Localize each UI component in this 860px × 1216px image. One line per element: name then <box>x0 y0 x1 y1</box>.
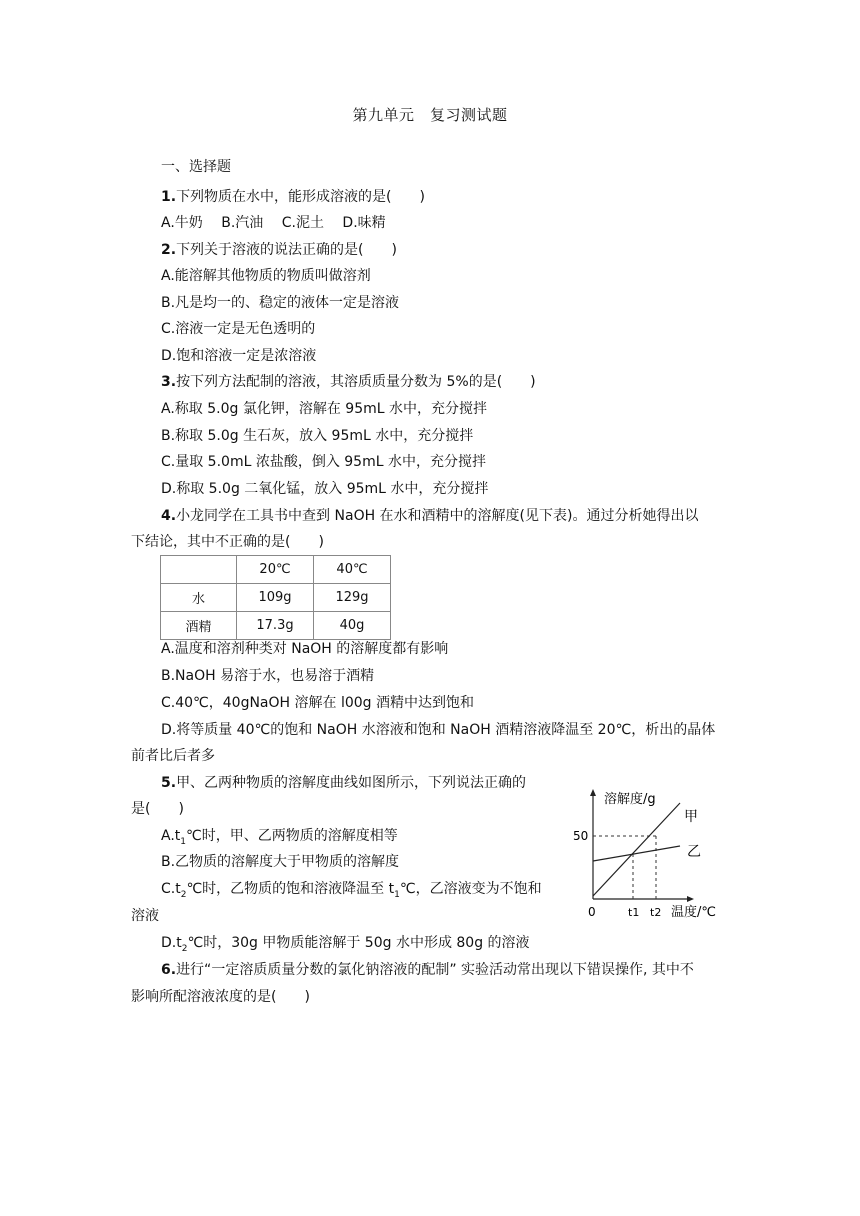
table-row <box>161 584 391 612</box>
q4-option-b: B.NaOH 易溶于水，也易溶于酒精 <box>161 668 375 684</box>
question-1 <box>161 188 425 206</box>
series-label-jia: 甲 <box>684 809 698 825</box>
question-stem: 按下列方法配制的溶液，其溶质质量分数为 5%的是( ) <box>176 374 536 390</box>
table-header-row <box>161 556 391 584</box>
q5-option-a: $A.t_1℃$时，甲、乙两物质的溶解度相等 <box>161 828 398 847</box>
q4-stem-line2: 下结论，其中不正确的是( ) <box>131 534 324 550</box>
q3-option-a: A.称取 5.0g 氯化钾，溶解在 95mL 水中，充分搅拌 <box>161 401 487 417</box>
series-jia-line <box>593 803 680 896</box>
q5-stem-line2: 是( ) <box>131 801 184 817</box>
y-axis-label: 溶解度/g <box>604 792 656 807</box>
table-cell <box>161 556 237 584</box>
question-5 <box>161 774 526 792</box>
question-stem: 下列物质在水中，能形成溶液的是( ) <box>176 189 425 205</box>
table-header-cell: 20℃ <box>237 556 314 584</box>
q5-option-c-line2: 溶液 <box>131 908 159 924</box>
section-heading: 一、选择题 <box>161 159 231 175</box>
x-axis-label: 温度/℃ <box>671 905 716 920</box>
q2-option-b: B.凡是均一的、稳定的液体一定是溶液 <box>161 295 400 311</box>
question-4 <box>161 507 698 525</box>
table-cell: 40g <box>314 612 391 640</box>
q3-option-b: B.称取 5.0g 生石灰，放入 95mL 水中，充分搅拌 <box>161 428 474 444</box>
table-cell: 129g <box>314 584 391 612</box>
q2-option-a: A.能溶解其他物质的物质叫做溶剂 <box>161 268 371 284</box>
question-3 <box>161 373 536 391</box>
question-stem: 进行“一定溶质质量分数的氯化钠溶液的配制” 实验活动常出现以下错误操作, 其中不 <box>176 962 694 978</box>
table-header-cell: 40℃ <box>314 556 391 584</box>
table-cell: 17.3g <box>237 612 314 640</box>
table-cell: 109g <box>237 584 314 612</box>
q4-option-d-line2: 前者比后者多 <box>131 748 215 764</box>
series-yi-line <box>593 846 680 861</box>
table-row <box>161 612 391 640</box>
question-number: 2. <box>161 242 177 258</box>
question-stem: 下列关于溶液的说法正确的是( ) <box>176 242 397 258</box>
q2-option-c: C.溶液一定是无色透明的 <box>161 321 316 337</box>
page-title: 第九单元 复习测试题 <box>352 106 508 124</box>
question-number: 5. <box>161 775 177 791</box>
q5-option-d: $D.t_2℃$时，30g 甲物质能溶解于 50g 水中形成 80g 的溶液 <box>161 935 530 954</box>
question-number: 4. <box>161 508 177 524</box>
x-axis-arrow-icon <box>687 896 694 902</box>
y-axis-arrow-icon <box>590 789 596 796</box>
question-number: 1. <box>161 189 177 205</box>
q3-option-d: D.称取 5.0g 二氧化锰，放入 95mL 水中，充分搅拌 <box>161 481 489 497</box>
q5-option-c: $C.t_2℃$时，乙物质的饱和溶液降温至 $t_1℃$，乙溶液变为不饱和 <box>161 881 542 900</box>
table-cell: 水 <box>161 584 237 612</box>
y-tick-label: 50 <box>573 829 589 843</box>
origin-label: 0 <box>588 905 596 919</box>
x-tick-label: t2 <box>650 906 662 919</box>
q2-option-d: D.饱和溶液一定是浓溶液 <box>161 348 317 364</box>
series-label-yi: 乙 <box>687 844 701 860</box>
solubility-curve-chart <box>570 783 730 925</box>
q4-option-a: A.温度和溶剂种类对 NaOH 的溶解度都有影响 <box>161 641 449 657</box>
question-stem: 甲、乙两种物质的溶解度曲线如图所示，下列说法正确的 <box>176 775 527 791</box>
x-tick-label: t1 <box>628 906 640 919</box>
q4-option-c: C.40℃，40gNaOH 溶解在 l00g 酒精中达到饱和 <box>161 695 475 711</box>
question-6 <box>161 961 694 979</box>
question-number: 3. <box>161 374 177 390</box>
q6-stem-line2: 影响所配溶液浓度的是( ) <box>131 989 310 1005</box>
table-cell: 酒精 <box>161 612 237 640</box>
q4-option-d: D.将等质量 40℃的饱和 NaOH 水溶液和饱和 NaOH 酒精溶液降温至 20℃，析出的晶体 <box>161 722 716 738</box>
q3-option-c: C.量取 5.0mL 浓盐酸，倒入 95mL 水中，充分搅拌 <box>161 454 486 470</box>
question-2 <box>161 241 397 259</box>
solubility-table <box>160 555 391 640</box>
q1-options: A.牛奶 B.汽油 C.泥土 D.味精 <box>161 215 386 231</box>
question-number: 6. <box>161 962 177 978</box>
q5-option-b: B.乙物质的溶解度大于甲物质的溶解度 <box>161 854 400 870</box>
question-stem: 小龙同学在工具书中查到 NaOH 在水和酒精中的溶解度(见下表)。通过分析她得出以 <box>176 508 699 524</box>
